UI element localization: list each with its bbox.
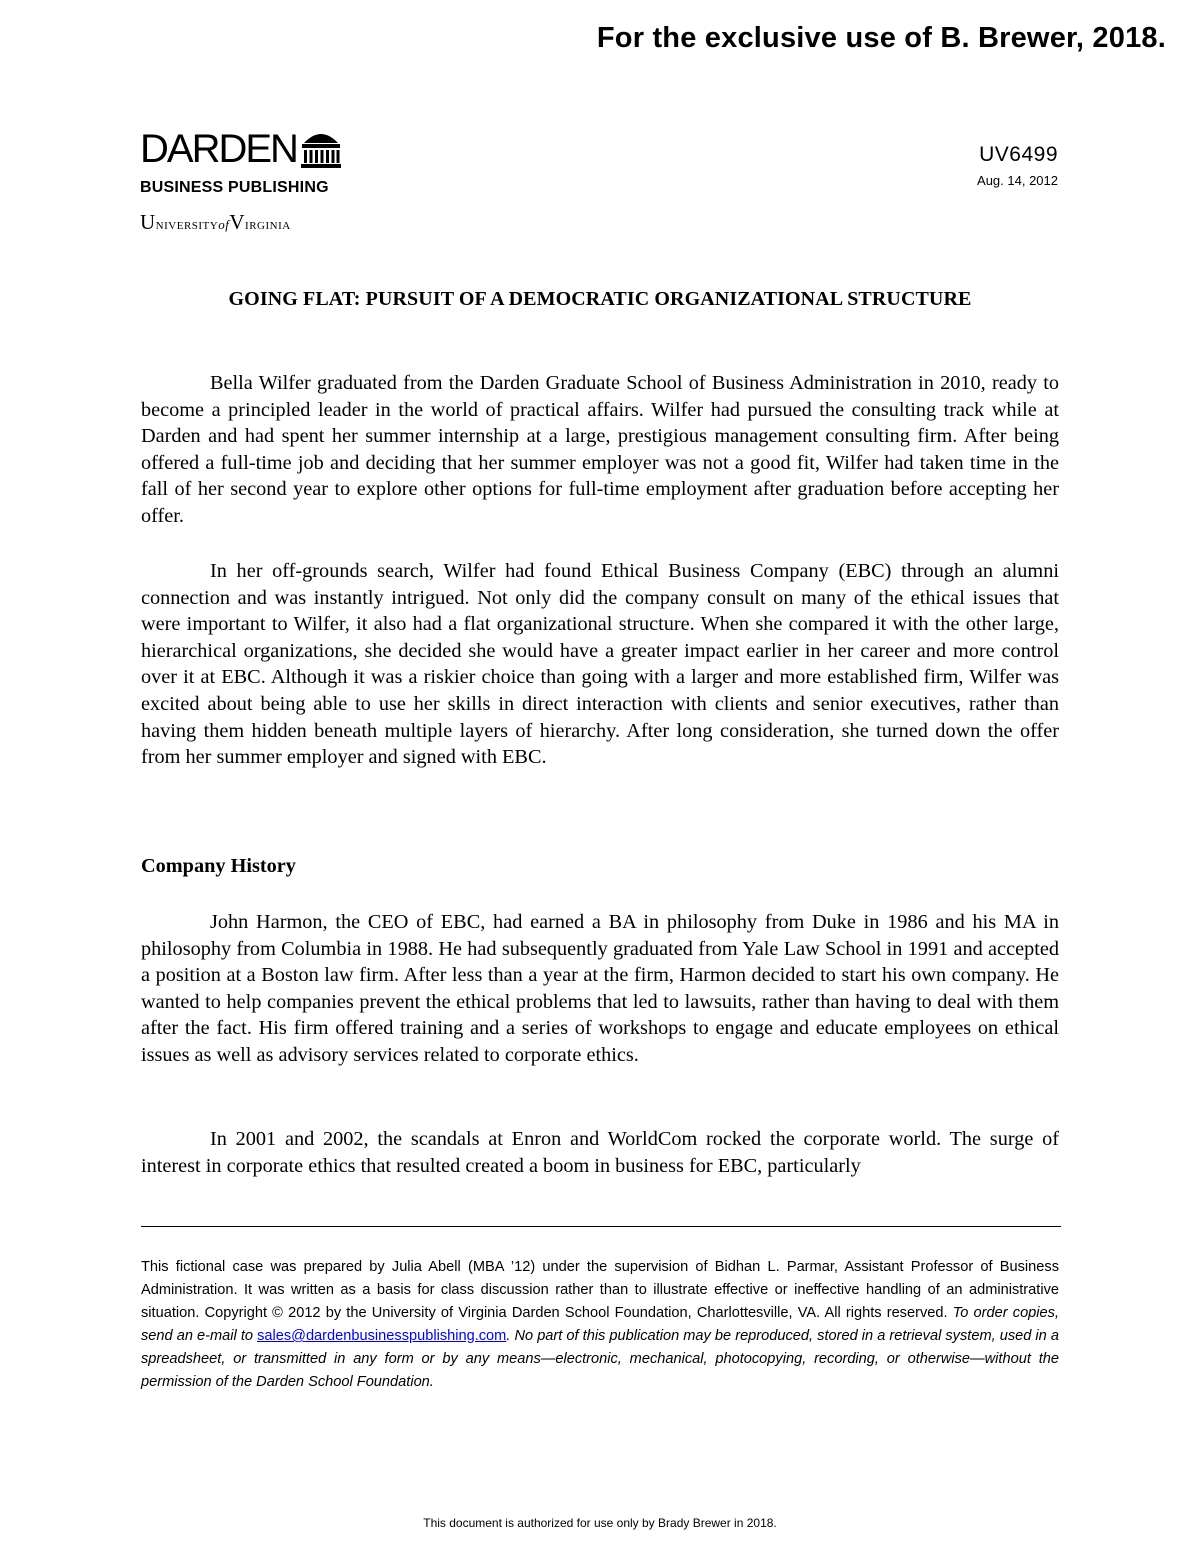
intro-paragraph-2 (141, 558, 1059, 771)
rotunda-icon (300, 127, 342, 174)
footnote-divider (141, 1226, 1061, 1227)
footnote-order-text: To order copies, send an e-mail to (141, 1305, 1060, 1344)
logo-subtitle: BUSINESS PUBLISHING (140, 179, 329, 196)
history-paragraph-2 (141, 1126, 1059, 1179)
intro-paragraph-1 (141, 370, 1059, 530)
footnote-text: This fictional case was prepared by Julia Abell (MBA ’12) under the supervision of Bidhan L. Parmar, Assistant Professor of Business Administration. It was written as a basis for class discussion rather than to illustrate effective or ineffective handling of an administrative situation. Copyright © 2012 by the University of Virginia Darden School Foundation, Charlottesville, VA. All rights reserved. (141, 1259, 1059, 1321)
paragraph-text: Bella Wilfer graduated from the Darden Graduate School of Business Administration in 2010, ready to become a principled leader in the world of practical affairs. Wilfer had pursued the consulting track while at Darden and had spent her summer internship at a large, prestigious management consulting firm. After being offered a full-time job and deciding that her summer employer was not a good fit, Wilfer had taken time in the fall of her second year to explore other options for full-time employment after graduation before accepting her offer. (141, 372, 1059, 527)
case-number: UV6499 (979, 143, 1058, 166)
email-link[interactable]: sales@dardenbusinesspublishing.com (257, 1328, 507, 1344)
paragraph-text: In 2001 and 2002, the scandals at Enron and WorldCom rocked the corporate world. The surge of interest in corporate ethics that resulted created a boom in business for EBC, particularly (141, 1128, 1059, 1177)
footnote-rights-text: . No part of this publication may be reproduced, stored in a retrieval system, used in a spreadsheet, or transmitted in any form or by any means—electronic, mechanical, photocopying, recording, or otherwise—without the permission of the Darden School Foundation. (141, 1328, 1059, 1390)
logo-wordmark: DARDEN (140, 127, 297, 171)
footnote (141, 1256, 1059, 1394)
paragraph-text: In her off-grounds search, Wilfer had found Ethical Business Company (EBC) through an alumni connection and was instantly intrigued. Not only did the company consult on many of the ethical issues that were important to Wilfer, it also had a flat organizational structure. When she compared it with the other large, hierarchical organizations, she decided she would have a greater impact earlier in her career and more control over it at EBC. Although it was a riskier choice than going with a larger and more established firm, Wilfer was excited about being able to use her skills in direct interaction with clients and senior executives, rather than having them hidden beneath multiple layers of hierarchy. After long consideration, she turned down the offer from her summer employer and signed with EBC. (141, 560, 1059, 769)
section-heading: Company History (141, 855, 296, 877)
logo-university: UniversityofVirginia (140, 210, 291, 234)
history-paragraph-1 (141, 909, 1059, 1069)
authorization-notice: This document is authorized for use only by Brady Brewer in 2018. (423, 1516, 777, 1530)
case-date: Aug. 14, 2012 (977, 173, 1058, 188)
paragraph-text: John Harmon, the CEO of EBC, had earned a BA in philosophy from Duke in 1986 and his MA in philosophy from Columbia in 1988. He had subsequently graduated from Yale Law School in 1991 and accepted a position at a Boston law firm. After less than a year at the firm, Harmon decided to start his own company. He wanted to help companies prevent the ethical problems that led to lawsuits, rather than having to deal with them after the fact. His firm offered training and a series of workshops to engage and educate employees on ethical issues as well as advisory services related to corporate ethics. (141, 911, 1059, 1066)
exclusive-use-watermark: For the exclusive use of B. Brewer, 2018. (596, 22, 1166, 54)
case-title: GOING FLAT: PURSUIT OF A DEMOCRATIC ORGANIZATIONAL STRUCTURE (228, 288, 972, 310)
darden-logo (140, 128, 360, 235)
case-identifier (977, 143, 1058, 188)
